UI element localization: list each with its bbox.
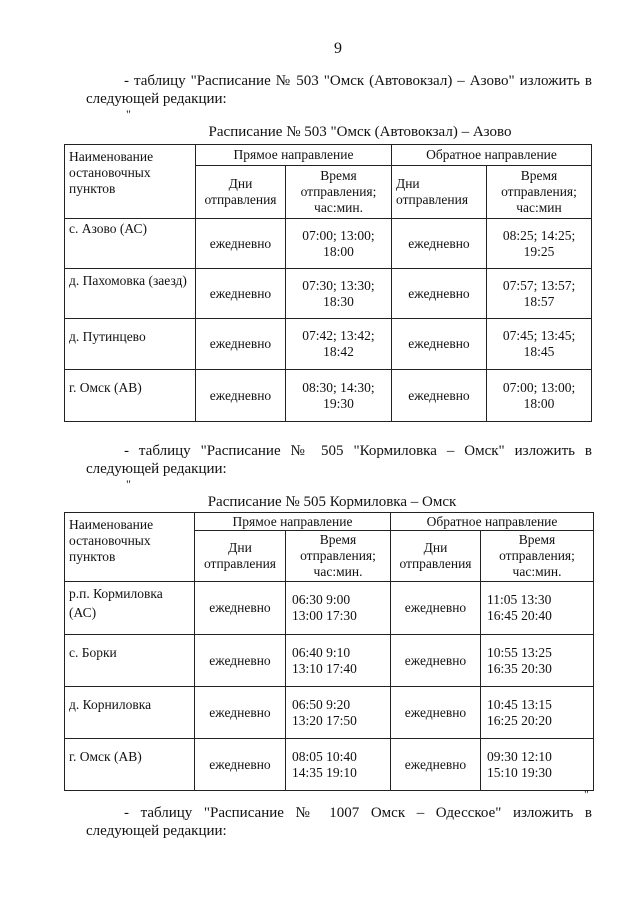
days-return: ежедневно <box>391 582 481 635</box>
days-forward: ежедневно <box>195 635 286 687</box>
header-stop-names: Наименование остановочных пунктов <box>65 513 195 582</box>
times-forward <box>286 319 392 370</box>
header-time-forward: Время отправления; час:мин. <box>286 166 392 219</box>
time-line: 06:50 9:20 <box>292 696 351 712</box>
days-return: ежедневно <box>392 219 487 269</box>
days-return: ежедневно <box>391 739 481 791</box>
stop-name: г. Омск (АВ) <box>65 370 196 422</box>
time-line: 11:05 13:30 <box>487 592 552 607</box>
days-forward: ежедневно <box>196 370 286 422</box>
time-line: 16:45 20:40 <box>487 608 552 623</box>
time-line: 13:20 17:50 <box>292 712 357 728</box>
table-row <box>65 269 592 319</box>
stop-name: с. Борки <box>65 635 195 687</box>
table-row <box>65 370 592 422</box>
days-forward: ежедневно <box>195 739 286 791</box>
days-return: ежедневно <box>392 269 487 319</box>
table-row <box>65 219 592 269</box>
time-line: 07:57; 13:57; <box>502 277 576 293</box>
days-return: ежедневно <box>391 635 481 687</box>
paragraph-2-line-2: следующей редакции: <box>86 461 227 477</box>
time-line: 08:30; 14:30; <box>302 379 375 395</box>
time-line: 18:42 <box>323 344 354 359</box>
header-forward-direction: Прямое направление <box>196 145 392 166</box>
table-1-caption: Расписание № 503 "Омск (Автовокзал) – Азово <box>208 124 512 140</box>
times-forward <box>286 687 391 739</box>
time-line: 15:10 19:30 <box>487 764 552 780</box>
paragraph-2 <box>86 442 592 478</box>
time-line: 18:00 <box>523 395 555 411</box>
stop-name: р.п. Кормиловка (АС) <box>65 582 195 635</box>
stop-name: д. Пахомовка (заезд) <box>65 269 196 319</box>
times-forward <box>286 219 392 269</box>
header-forward-direction: Прямое направление <box>195 513 391 531</box>
time-line: 16:35 20:30 <box>487 660 552 676</box>
time-line: 07:45; 13:45; <box>502 328 576 343</box>
times-return <box>481 635 594 687</box>
time-line: 09:30 12:10 <box>487 748 552 764</box>
time-line: 19:25 <box>523 243 555 259</box>
header-days-forward: Дни отправления <box>195 531 286 582</box>
times-return <box>481 687 594 739</box>
times-return <box>481 582 594 635</box>
paragraph-1-line-1: - таблицу "Расписание № 503 "Омск (Автовокзал) – Азово" изложить в <box>124 73 592 89</box>
open-quote-mark: " <box>126 477 131 491</box>
time-line: 10:45 13:15 <box>487 696 552 712</box>
time-line: 06:40 9:10 <box>292 644 351 660</box>
table-row <box>65 582 594 635</box>
days-forward: ежедневно <box>195 687 286 739</box>
time-line: 18:00 <box>323 243 354 259</box>
times-return <box>487 269 592 319</box>
stop-name: с. Азово (АС) <box>65 219 196 269</box>
time-line: 06:30 9:00 <box>292 592 351 607</box>
time-line: 18:45 <box>523 344 555 359</box>
table-row <box>65 739 594 791</box>
time-line: 13:00 17:30 <box>292 608 357 623</box>
schedule-table-503 <box>64 144 592 422</box>
paragraph-3-line-1: - таблицу "Расписание № 1007 Омск – Одесское" изложить в <box>124 805 592 821</box>
paragraph-3 <box>86 804 592 840</box>
time-line: 07:42; 13:42; <box>302 328 375 343</box>
days-return: ежедневно <box>392 319 487 370</box>
paragraph-1 <box>86 72 592 108</box>
time-line: 16:25 20:20 <box>487 712 552 728</box>
header-stop-names: Наименование остановочных пунктов <box>65 145 196 219</box>
paragraph-1-line-2: следующей редакции: <box>86 91 227 107</box>
header-days-return: Дни отправления <box>392 166 487 219</box>
days-forward: ежедневно <box>196 219 286 269</box>
header-days-forward: Дни отправления <box>196 166 286 219</box>
time-line: 08:25; 14:25; <box>502 227 576 243</box>
times-forward <box>286 582 391 635</box>
time-line: 07:00; 13:00; <box>302 227 375 243</box>
open-quote-mark: " <box>126 107 131 121</box>
times-return <box>487 319 592 370</box>
times-forward <box>286 370 392 422</box>
header-return-direction: Обратное направление <box>391 513 594 531</box>
table-row <box>65 635 594 687</box>
stop-name: д. Путинцево <box>65 319 196 370</box>
time-line: 07:30; 13:30; <box>302 277 375 293</box>
days-return: ежедневно <box>392 370 487 422</box>
days-forward: ежедневно <box>196 269 286 319</box>
times-forward <box>286 269 392 319</box>
times-return <box>487 219 592 269</box>
times-return <box>481 739 594 791</box>
days-return: ежедневно <box>391 687 481 739</box>
time-line: 18:30 <box>323 293 354 309</box>
times-forward <box>286 635 391 687</box>
paragraph-3-line-2: следующей редакции: <box>86 823 227 839</box>
time-line: 10:55 13:25 <box>487 644 552 660</box>
header-time-forward: Время отправления; час:мин. <box>286 531 391 582</box>
times-forward <box>286 739 391 791</box>
page-number: 9 <box>334 40 342 57</box>
stop-name: д. Корниловка <box>65 687 195 739</box>
header-time-return: Время отправления; час:мин <box>487 166 592 219</box>
header-days-return: Дни отправления <box>391 531 481 582</box>
time-line: 18:57 <box>523 293 555 309</box>
stop-name: г. Омск (АВ) <box>65 739 195 791</box>
time-line: 14:35 19:10 <box>292 764 357 780</box>
days-forward: ежедневно <box>195 582 286 635</box>
table-row <box>65 319 592 370</box>
times-return <box>487 370 592 422</box>
time-line: 07:00; 13:00; <box>502 379 576 395</box>
header-time-return: Время отправления; час:мин. <box>481 531 594 582</box>
time-line: 13:10 17:40 <box>292 660 357 676</box>
header-return-direction: Обратное направление <box>392 145 592 166</box>
table-2-caption: Расписание № 505 Кормиловка – Омск <box>207 494 457 510</box>
schedule-table-505 <box>64 512 594 791</box>
table-row <box>65 687 594 739</box>
time-line: 08:05 10:40 <box>292 748 357 764</box>
close-quote-mark: " <box>584 787 589 801</box>
days-forward: ежедневно <box>196 319 286 370</box>
paragraph-2-line-1: - таблицу "Расписание № 505 "Кормиловка – Омск" изложить в <box>124 443 592 459</box>
time-line: 19:30 <box>323 395 354 411</box>
